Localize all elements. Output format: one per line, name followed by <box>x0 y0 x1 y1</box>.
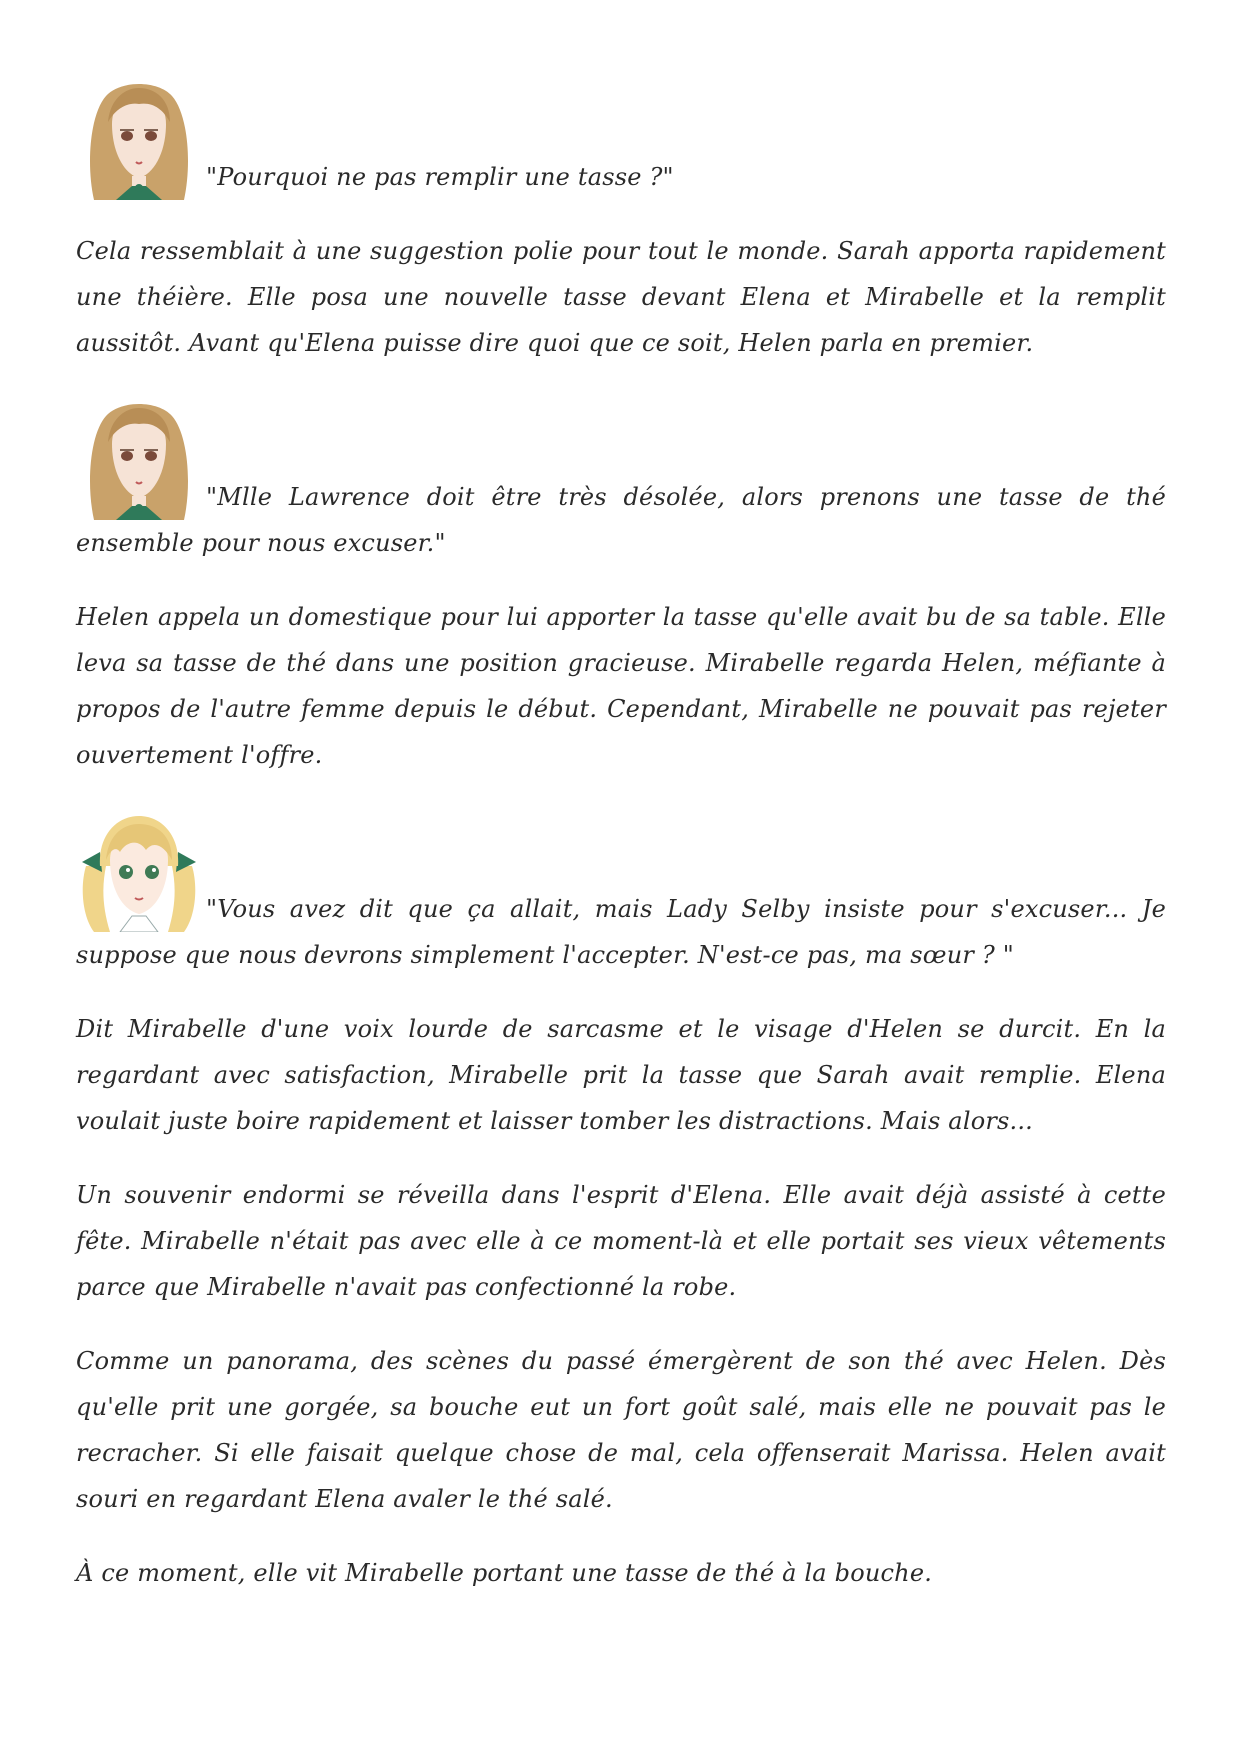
paragraph: Cela ressemblait à une suggestion polie pour tout le monde. Sarah apporta rapidement une théière. Elle posa une nouvelle tasse devant Elena et Mirabelle et la remplit aussitôt. Avant qu'Elena puisse dire quoi que ce soit, Helen parla en premier. <box>76 237 1166 357</box>
dialog-mirabelle <box>76 806 1166 978</box>
paragraph: Helen appela un domestique pour lui apporter la tasse qu'elle avait bu de sa table. Elle leva sa tasse de thé dans une position gracieuse. Mirabelle regarda Helen, méfiante à propos de l'autre femme depuis le début. Cependant, Mirabelle ne pouvait pas rejeter ouvertement l'offre. <box>76 603 1166 769</box>
helen-portrait-icon <box>76 74 202 200</box>
dialog-helen-2 <box>76 394 1166 566</box>
mirabelle-portrait-icon <box>76 806 202 932</box>
paragraph: Un souvenir endormi se réveilla dans l'esprit d'Elena. Elle avait déjà assisté à cette fête. Mirabelle n'était pas avec elle à ce moment-là et elle portait ses vieux vêtements parce que Mirabelle n'avait pas confectionné la robe. <box>76 1181 1166 1301</box>
dialog-helen-1 <box>76 74 1166 200</box>
dialog-text: "Mlle Lawrence doit être très désolée, alors prenons une tasse de thé ensemble pour nous excuser." <box>76 483 1166 557</box>
paragraph: Dit Mirabelle d'une voix lourde de sarcasme et le visage d'Helen se durcit. En la regardant avec satisfaction, Mirabelle prit la tasse que Sarah avait remplie. Elena voulait juste boire rapidement et laisser tomber les distractions. Mais alors... <box>76 1015 1166 1135</box>
dialog-text: "Pourquoi ne pas remplir une tasse ?" <box>206 163 674 191</box>
paragraph: À ce moment, elle vit Mirabelle portant une tasse de thé à la bouche. <box>76 1559 933 1587</box>
paragraph: Comme un panorama, des scènes du passé émergèrent de son thé avec Helen. Dès qu'elle prit une gorgée, sa bouche eut un fort goût salé, mais elle ne pouvait pas le recracher. Si elle faisait quelque chose de mal, cela offenserait Marissa. Helen avait souri en regardant Elena avaler le thé salé. <box>76 1347 1166 1513</box>
document-page <box>76 74 1166 1624</box>
dialog-text: "Vous avez dit que ça allait, mais Lady Selby insiste pour s'excuser... Je suppose que nous devrons simplement l'accepter. N'est-ce pas, ma sœur ? " <box>76 895 1166 969</box>
helen-portrait-icon <box>76 394 202 520</box>
